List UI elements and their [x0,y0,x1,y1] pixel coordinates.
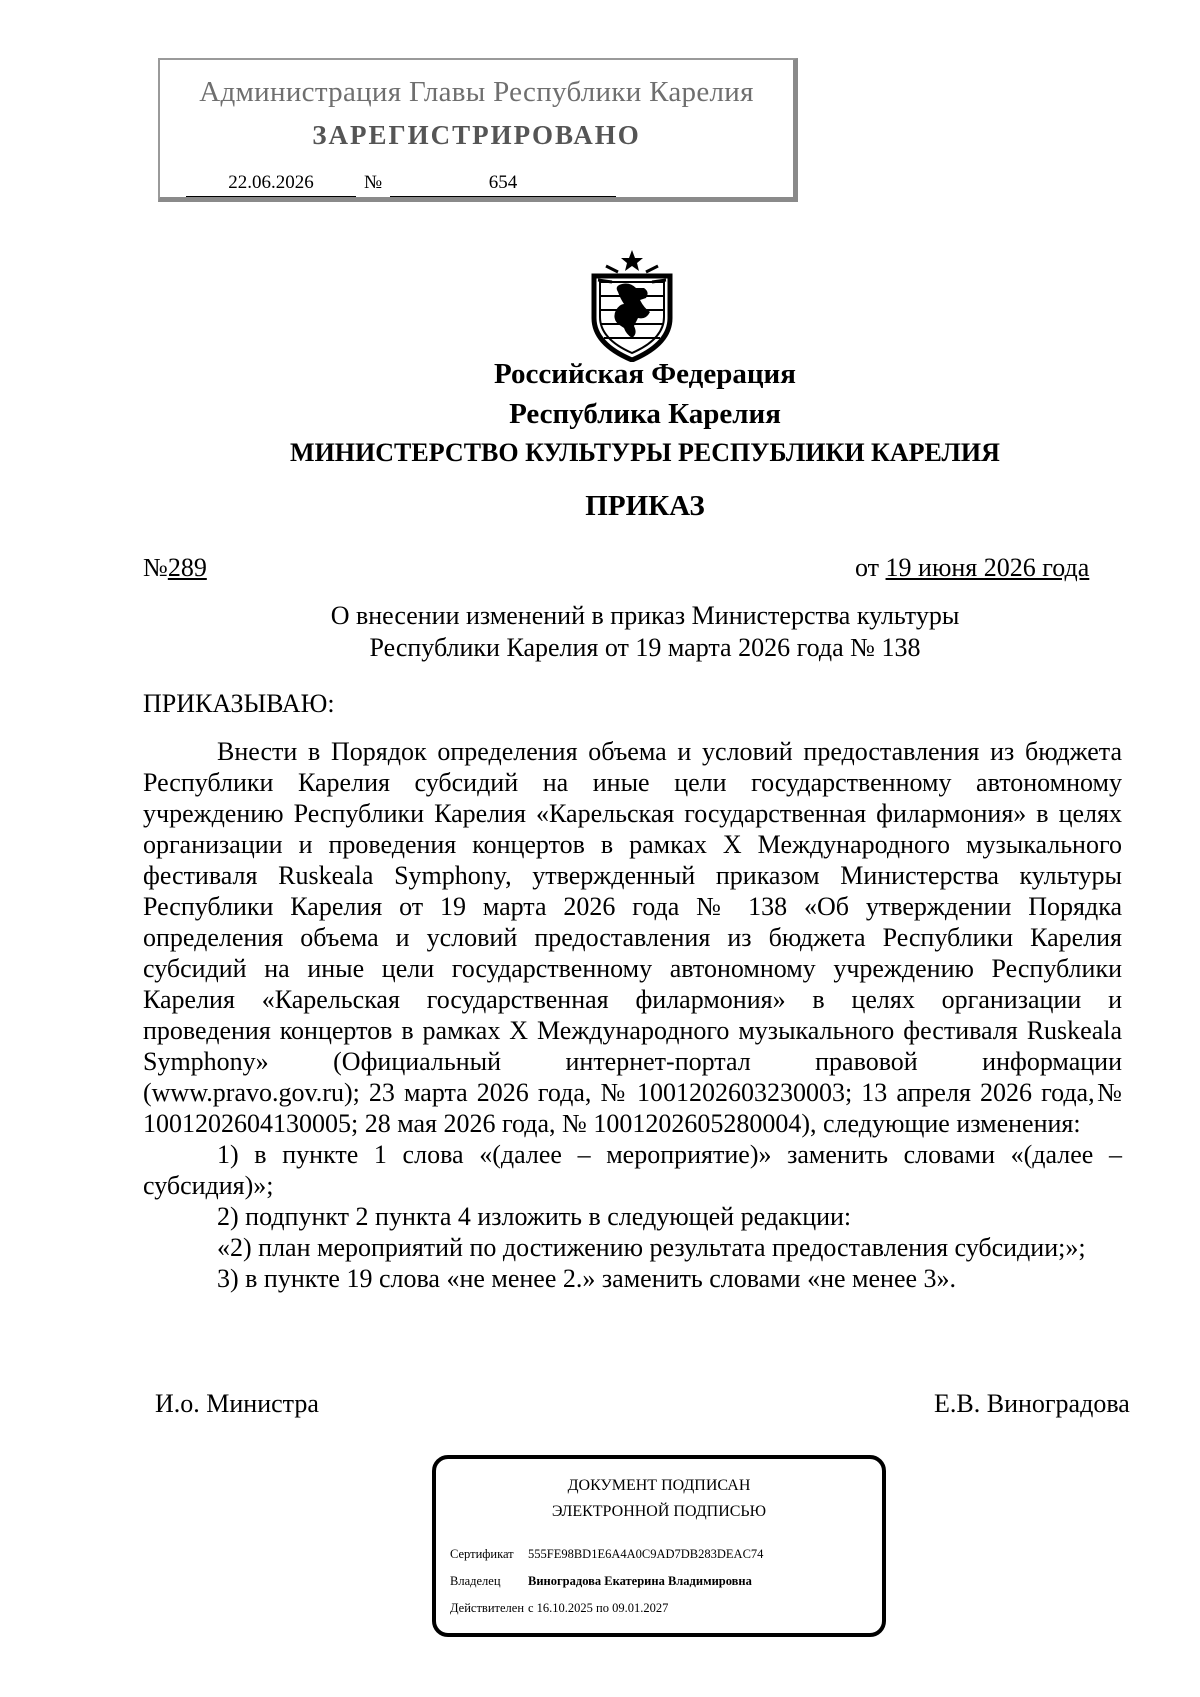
item-1-continuation: субсидия)»; [143,1171,274,1200]
order-date: от 19 июня 2026 года [855,553,1090,582]
item-2-text: «2) план мероприятий по достижению результата предоставления субсидии;»; [217,1233,1086,1262]
certificate-label: Сертификат [450,1547,514,1561]
registration-status: ЗАРЕГИСТРИРОВАНО [312,120,641,150]
electronic-signature-stamp [432,1455,886,1637]
registration-organization: Администрация Главы Республики Карелия [199,76,754,108]
paragraph-line: субсидий на иные цели государственному автономному учреждению Республики [143,954,1122,983]
item-3: 3) в пункте 19 слова «не менее 2.» заменить словами «не менее 3». [217,1264,957,1293]
paragraph-line: Карелия «Карельская государственная филармония» в целях организации и [143,985,1122,1014]
signatory-position: И.о. Министра [155,1389,319,1418]
certificate-value: 555FE98BD1E6A4A0C9AD7DB283DEAC74 [528,1547,764,1561]
paragraph-line: Республики Карелия субсидий на иные цели государственному автономному [143,768,1122,797]
registration-number-sign: № [364,172,383,193]
certificate-row [450,1547,763,1562]
header-federation: Российская Федерация [494,358,796,390]
owner-row [450,1574,752,1589]
registration-date: 22.06.2026 [186,170,356,197]
order-subject-line1: О внесении изменений в приказ Министерства культуры [330,601,960,630]
item-2: 2) подпункт 2 пункта 4 изложить в следующей редакции: [217,1202,852,1231]
decree-word: ПРИКАЗЫВАЮ: [143,689,335,718]
header-ministry: МИНИСТЕРСТВО КУЛЬТУРЫ РЕСПУБЛИКИ КАРЕЛИЯ [290,438,1000,467]
document-type: ПРИКАЗ [585,490,705,522]
paragraph-line: Внести в Порядок определения объема и условий предоставления из бюджета [217,737,1122,766]
signature-title-line1: ДОКУМЕНТ ПОДПИСАН [567,1477,751,1494]
paragraph-line: организации и проведения концертов в рамках X Международного музыкального [143,830,1122,859]
validity-value: с 16.10.2025 по 09.01.2027 [528,1601,669,1615]
validity-label: Действителен [450,1601,525,1615]
paragraph-line: 1001202604130005; 28 мая 2026 года, № 1001202605280004), следующие изменения: [143,1109,1081,1138]
paragraph-line: проведения концертов в рамках X Международного музыкального фестиваля Ruskeala [143,1016,1122,1045]
header-republic: Республика Карелия [509,398,781,430]
validity-row [450,1601,668,1616]
main-paragraph [143,736,1122,1294]
order-number: №289 [143,553,207,582]
paragraph-line: фестиваля Ruskeala Symphony, утвержденный приказом Министерства культуры [143,861,1122,890]
paragraph-line: определения объема и условий предоставления из бюджета Республики Карелия [143,923,1122,952]
signatory-name: Е.В. Виноградова [934,1389,1130,1418]
paragraph-line: Symphony» (Официальный интернет-портал правовой информации [143,1047,1122,1076]
signature-title-line2: ЭЛЕКТРОННОЙ ПОДПИСЬЮ [551,1503,767,1520]
registration-stamp [158,58,798,202]
coat-of-arms-karelia-icon [584,248,680,362]
owner-value: Виноградова Екатерина Владимировна [528,1574,752,1588]
paragraph-line: Республики Карелия от 19 марта 2026 года № 138 «Об утверждении Порядка [143,892,1122,921]
paragraph-line: учреждению Республики Карелия «Карельская государственная филармония» в целях [143,799,1122,828]
paragraph-line: (www.pravo.gov.ru); 23 марта 2026 года, № 1001202603230003; 13 апреля 2026 года,№ [143,1078,1122,1107]
order-subject-line2: Республики Карелия от 19 марта 2026 года № 138 [369,633,921,662]
owner-label: Владелец [450,1574,501,1588]
item-1: 1) в пункте 1 слова «(далее – мероприятие)» заменить словами «(далее – [217,1140,1122,1169]
registration-number: 654 [390,170,616,197]
